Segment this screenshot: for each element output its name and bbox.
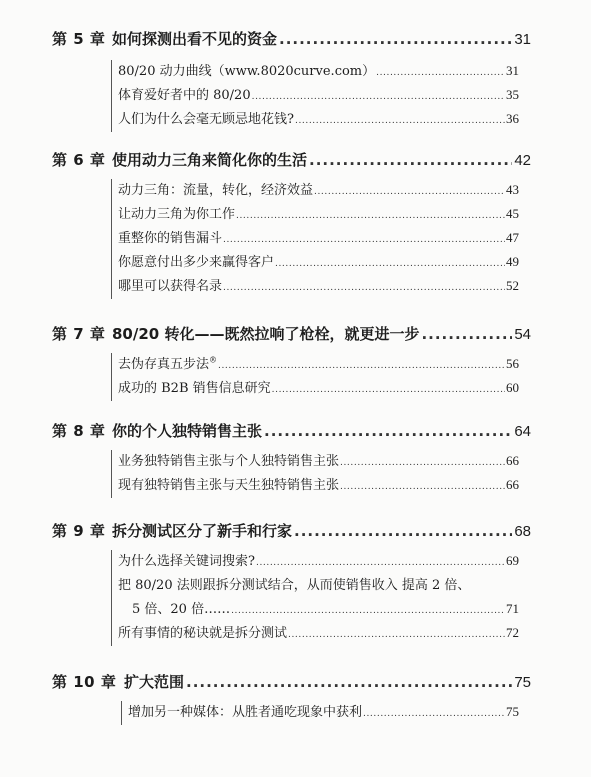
chapter-title: 如何探测出看不见的资金 bbox=[112, 30, 278, 48]
section-page: 35 bbox=[506, 87, 519, 102]
section-page: 72 bbox=[506, 625, 519, 640]
dot-leader bbox=[314, 187, 505, 197]
section-page: 49 bbox=[506, 254, 519, 269]
dot-leader bbox=[421, 325, 512, 343]
section-title-continued: 5 倍、20 倍…… bbox=[132, 602, 231, 617]
chapter-title-line[interactable] bbox=[112, 323, 531, 344]
chapter-number: 第 5 章 bbox=[52, 30, 106, 48]
registered-mark: ® bbox=[209, 355, 218, 365]
section-page: 45 bbox=[506, 206, 519, 221]
dot-leader bbox=[340, 458, 505, 468]
chapter-title-line[interactable] bbox=[112, 520, 531, 541]
section-item[interactable] bbox=[112, 275, 519, 299]
chapter-page: 42 bbox=[514, 152, 531, 169]
chapter-title: 80/20 转化——既然拉响了枪栓，就更进一步 bbox=[112, 325, 420, 343]
section-item[interactable] bbox=[112, 227, 519, 251]
chapter-page: 64 bbox=[514, 423, 531, 440]
section-list bbox=[111, 60, 519, 132]
section-title: 80/20 动力曲线（www.8020curve.com） bbox=[118, 64, 376, 79]
section-list bbox=[111, 353, 519, 401]
chapter-title-line[interactable] bbox=[112, 28, 531, 49]
section-page: 75 bbox=[506, 704, 519, 719]
section-item[interactable] bbox=[112, 574, 519, 622]
dot-leader bbox=[275, 259, 505, 269]
section-title: 去伪存真五步法® bbox=[118, 355, 218, 372]
chapter-6 bbox=[0, 149, 591, 294]
chapter-number: 第 8 章 bbox=[52, 422, 106, 440]
dot-leader bbox=[295, 116, 505, 126]
section-page: 43 bbox=[506, 182, 519, 197]
dot-leader bbox=[309, 151, 512, 169]
dot-leader bbox=[264, 422, 512, 440]
dot-leader bbox=[223, 283, 505, 293]
dot-leader bbox=[376, 68, 505, 78]
section-list bbox=[121, 701, 519, 725]
chapter-10 bbox=[0, 671, 591, 720]
section-title: 体育爱好者中的 80/20 bbox=[118, 88, 251, 103]
section-title: 增加另一种媒体：从胜者通吃现象中获利 bbox=[128, 705, 363, 720]
chapter-number: 第 10 章 bbox=[52, 673, 117, 691]
chapter-title: 扩大范围 bbox=[124, 673, 185, 691]
section-item[interactable] bbox=[112, 450, 519, 474]
dot-leader bbox=[340, 482, 505, 492]
dot-leader bbox=[252, 92, 505, 102]
dot-leader bbox=[218, 361, 505, 371]
section-title: 所有事情的秘诀就是拆分测试 bbox=[118, 626, 288, 641]
section-item[interactable] bbox=[112, 622, 519, 646]
chapter-9 bbox=[0, 520, 591, 641]
section-page: 71 bbox=[506, 601, 519, 616]
dot-leader bbox=[363, 709, 505, 719]
chapter-page: 31 bbox=[514, 31, 531, 48]
chapter-page: 54 bbox=[514, 326, 531, 343]
section-page: 56 bbox=[506, 356, 519, 371]
section-item[interactable] bbox=[112, 251, 519, 275]
dot-leader bbox=[294, 522, 512, 540]
section-title: 现有独特销售主张与天生独特销售主张 bbox=[118, 478, 340, 493]
section-title: 业务独特销售主张与个人独特销售主张 bbox=[118, 454, 340, 469]
chapter-number: 第 7 章 bbox=[52, 325, 106, 343]
chapter-title-line[interactable] bbox=[112, 149, 531, 170]
section-page: 60 bbox=[506, 380, 519, 395]
section-title: 哪里可以获得名录 bbox=[118, 279, 223, 294]
section-list bbox=[111, 450, 519, 498]
chapter-7 bbox=[0, 323, 591, 396]
section-title: 成功的 B2B 销售信息研究 bbox=[118, 381, 271, 396]
chapter-page: 75 bbox=[514, 674, 531, 691]
section-page: 66 bbox=[506, 453, 519, 468]
section-item[interactable] bbox=[122, 701, 519, 725]
section-title: 让动力三角为你工作 bbox=[118, 207, 236, 222]
chapter-title: 拆分测试区分了新手和行家 bbox=[112, 522, 293, 540]
section-page: 36 bbox=[506, 111, 519, 126]
chapter-title: 使用动力三角来简化你的生活 bbox=[112, 151, 308, 169]
section-page: 69 bbox=[506, 553, 519, 568]
section-list bbox=[111, 179, 519, 299]
chapter-number: 第 6 章 bbox=[52, 151, 106, 169]
section-title: 人们为什么会毫无顾忌地花钱? bbox=[118, 112, 294, 127]
section-title: 动力三角：流量，转化，经济效益 bbox=[118, 183, 314, 198]
section-title: 重整你的销售漏斗 bbox=[118, 231, 223, 246]
dot-leader bbox=[256, 558, 505, 568]
section-title: 为什么选择关键词搜索? bbox=[118, 554, 255, 569]
section-title: 你愿意付出多少来赢得客户 bbox=[118, 255, 275, 270]
section-item[interactable] bbox=[112, 84, 519, 108]
section-page: 52 bbox=[506, 278, 519, 293]
chapter-page: 68 bbox=[514, 523, 531, 540]
section-item[interactable] bbox=[112, 179, 519, 203]
dot-leader bbox=[223, 235, 505, 245]
dot-leader bbox=[186, 673, 512, 691]
chapter-5 bbox=[0, 28, 591, 127]
section-page: 47 bbox=[506, 230, 519, 245]
dot-leader bbox=[272, 385, 505, 395]
section-item[interactable] bbox=[112, 60, 519, 84]
section-item[interactable] bbox=[112, 550, 519, 574]
chapter-title: 你的个人独特销售主张 bbox=[112, 422, 263, 440]
dot-leader bbox=[288, 630, 505, 640]
section-title: 把 80/20 法则跟拆分测试结合，从而使销售收入 提高 2 倍、 bbox=[118, 578, 471, 593]
section-item[interactable] bbox=[112, 474, 519, 498]
section-item[interactable] bbox=[112, 353, 519, 377]
section-item[interactable] bbox=[112, 203, 519, 227]
chapter-title-line[interactable] bbox=[124, 671, 531, 692]
chapter-title-line[interactable] bbox=[112, 420, 531, 441]
section-list bbox=[111, 550, 519, 646]
section-page: 66 bbox=[506, 477, 519, 492]
dot-leader bbox=[236, 211, 505, 221]
dot-leader bbox=[231, 606, 505, 616]
chapter-8 bbox=[0, 420, 591, 493]
section-page: 31 bbox=[506, 63, 519, 78]
dot-leader bbox=[279, 30, 512, 48]
chapter-number: 第 9 章 bbox=[52, 522, 106, 540]
section-item[interactable] bbox=[112, 377, 519, 401]
section-item[interactable] bbox=[112, 108, 519, 132]
